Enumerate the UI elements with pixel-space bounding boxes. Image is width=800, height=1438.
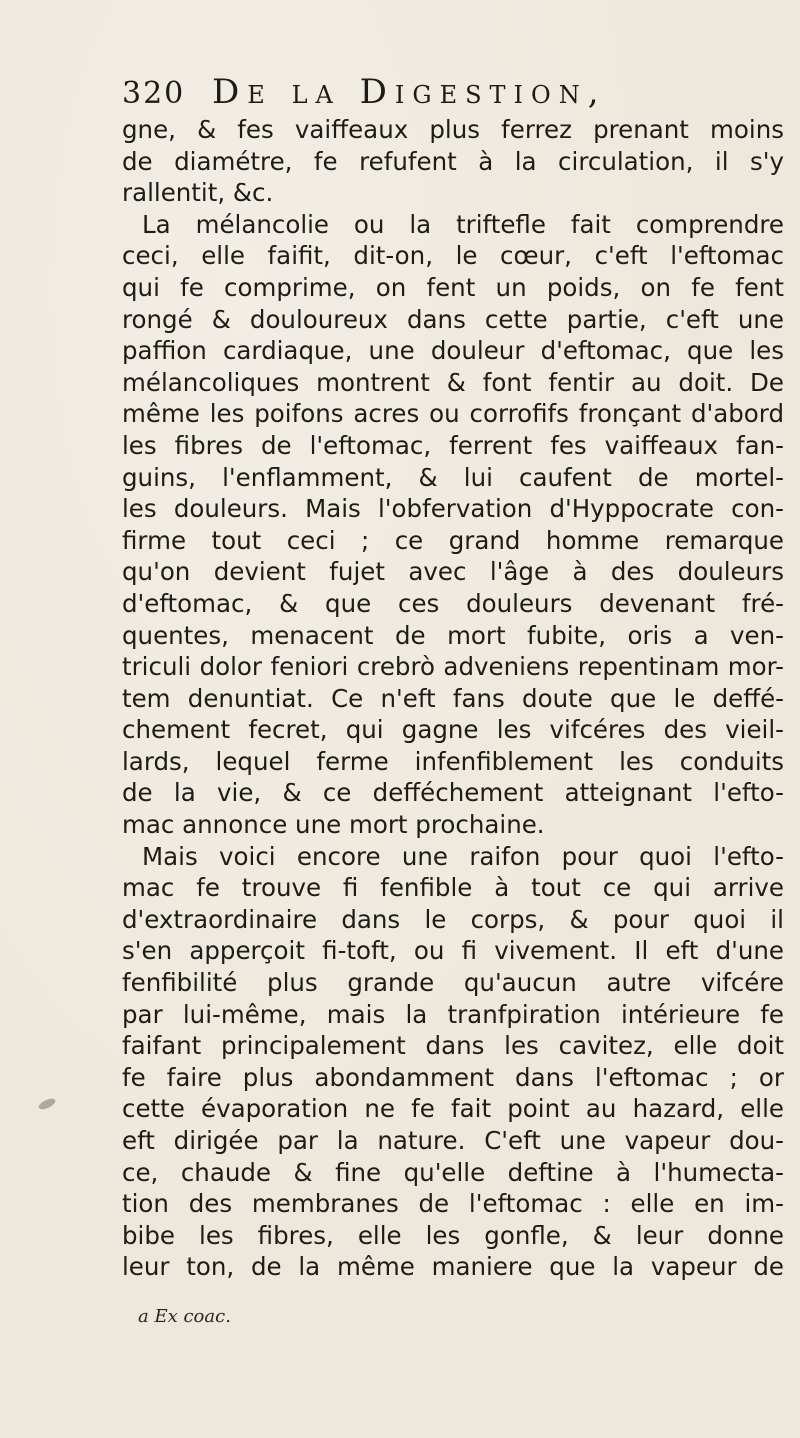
text-line: tem denuntiat. Ce n'eft fans doute que le deffé- — [122, 683, 784, 713]
text-line: guins, l'enflamment, & lui caufent de mortel- — [122, 462, 784, 492]
text-line: lards, lequel ferme infenfiblement les conduits — [122, 746, 784, 776]
text-line: ce, chaude & fine qu'elle deftine à l'humecta- — [122, 1157, 784, 1187]
ink-speck — [37, 1097, 57, 1112]
text-line: eft dirigée par la nature. C'eft une vapeur dou- — [122, 1126, 784, 1155]
text-line: tion des membranes de l'eftomac : elle en im- — [122, 1189, 784, 1219]
text-line: fenfibilité plus grande qu'aucun autre vifcére — [122, 968, 784, 998]
text-line: les fibres de l'eftomac, ferrent fes vaiffeaux fan- — [122, 430, 784, 460]
text-line: firme tout ceci ; ce grand homme remarque — [122, 525, 784, 555]
text-line: mac fe trouve fi fenfible à tout ce qui arrive — [122, 873, 784, 903]
text-line: d'extraordinaire dans le corps, & pour quoi il — [122, 904, 784, 934]
text-line: de la vie, & ce defféchement atteignant l'efto- — [122, 778, 784, 808]
text-line: rongé & douloureux dans cette partie, c'eft une — [122, 304, 784, 334]
text-line: leur ton, de la même maniere que la vapeur de — [122, 1252, 784, 1282]
page-number: 320 — [122, 76, 186, 111]
text-line: par lui-même, mais la tranfpiration intérieure fe — [122, 999, 784, 1029]
text-line: qu'on devient fujet avec l'âge à des douleurs — [122, 557, 784, 587]
text-line: s'en apperçoit fi-toft, ou fi vivement. Il eft d'une — [122, 936, 784, 966]
text-line: triculi dolor feniori crebrò adveniens repentinam mor- — [122, 652, 784, 682]
text-line: rallentit, &c. — [122, 178, 274, 208]
text-line: les douleurs. Mais l'obfervation d'Hyppocrate con- — [122, 494, 784, 524]
text-line: quentes, menacent de mort fubite, oris a ven- — [122, 620, 784, 650]
text-line: chement fecret, qui gagne les vifcéres des vieil- — [122, 715, 784, 745]
text-line: La mélancolie ou la triftefle fait comprendre — [142, 209, 784, 239]
text-line: fe faire plus abondamment dans l'eftomac ; or — [122, 1062, 784, 1092]
text-line: ceci, elle faifit, dit-on, le cœur, c'eft l'eftomac — [122, 241, 784, 271]
body-text — [122, 114, 784, 1283]
text-line: qui fe comprime, on fent un poids, on fe fent — [122, 272, 784, 302]
text-line: même les poifons acres ou corrofifs fronçant d'abord — [122, 399, 784, 429]
text-line: paffion cardiaque, une douleur d'eftomac, que les — [122, 336, 784, 366]
page-header — [122, 72, 762, 118]
text-line: gne, & fes vaiffeaux plus ferrez prenant moins — [122, 115, 784, 144]
text-line: cette évaporation ne fe fait point au hazard, elle — [122, 1094, 784, 1124]
text-line: mélancoliques montrent & font fentir au doit. De — [122, 367, 784, 397]
text-line: bibe les fibres, elle les gonfle, & leur donne — [122, 1220, 784, 1250]
text-line: de diamétre, fe refufent à la circulation, il s'y — [122, 146, 784, 176]
text-line: d'eftomac, & que ces douleurs devenant fré- — [122, 588, 784, 618]
text-line: faifant principalement dans les cavitez, elle doit — [122, 1031, 784, 1061]
text-line: Mais voici encore une raifon pour quoi l'efto- — [142, 841, 784, 871]
text-line: mac annonce une mort prochaine. — [122, 810, 545, 840]
footnote: a Ex coac. — [138, 1306, 231, 1327]
running-head: De la Digestion, — [212, 72, 607, 112]
